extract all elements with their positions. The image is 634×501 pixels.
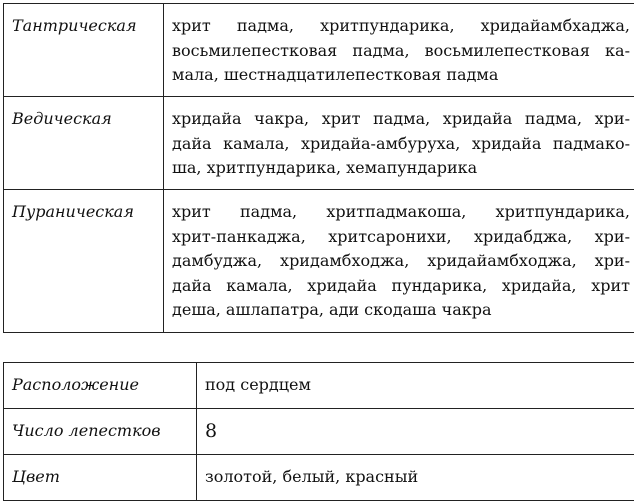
table-row [4, 409, 634, 455]
tradition-label: Ведическая [4, 97, 164, 190]
text-line: хрит падма, хритпундарика, хридайамбхаджа, [172, 14, 630, 39]
table-row [4, 455, 634, 501]
table-row [4, 4, 634, 97]
table-row [4, 363, 634, 409]
tradition-label: Тантрическая [4, 4, 164, 97]
text-line: дамбуджа, хридамбходжа, хридайамбходжа, хри- [172, 249, 630, 274]
property-label: Цвет [4, 455, 197, 501]
text-line: хридайа чакра, хрит падма, хридайа падма, хри- [172, 107, 630, 132]
chakra-properties-table [3, 362, 634, 501]
text-line: дайа камала, хридайа пундарика, хридайа, хрит [172, 274, 630, 299]
property-value: под сердцем [197, 363, 634, 409]
text-line: дайа камала, хридайа-амбуруха, хридайа падмако- [172, 132, 630, 157]
names-cell [164, 97, 634, 190]
text-line: хрит-панкаджа, хритсаронихи, хридабджа, хри- [172, 225, 630, 250]
text-line: деша, ашлапатра, ади скодаша чакра [172, 298, 630, 323]
table-row [4, 97, 634, 190]
names-cell [164, 190, 634, 333]
tradition-label: Пураническая [4, 190, 164, 333]
property-label: Расположение [4, 363, 197, 409]
text-line: мала, шестнадцатилепестковая падма [172, 63, 630, 88]
property-value: 8 [197, 409, 634, 455]
property-value: золотой, белый, красный [197, 455, 634, 501]
names-cell [164, 4, 634, 97]
property-label: Число лепестков [4, 409, 197, 455]
text-line: ша, хритпундарика, хемапундарика [172, 156, 630, 181]
chakra-names-table [3, 3, 634, 333]
table-row [4, 190, 634, 333]
text-line: хрит падма, хритпадмакоша, хритпундарика, [172, 200, 630, 225]
text-line: восьмилепестковая падма, восьмилепестковая ка- [172, 39, 630, 64]
